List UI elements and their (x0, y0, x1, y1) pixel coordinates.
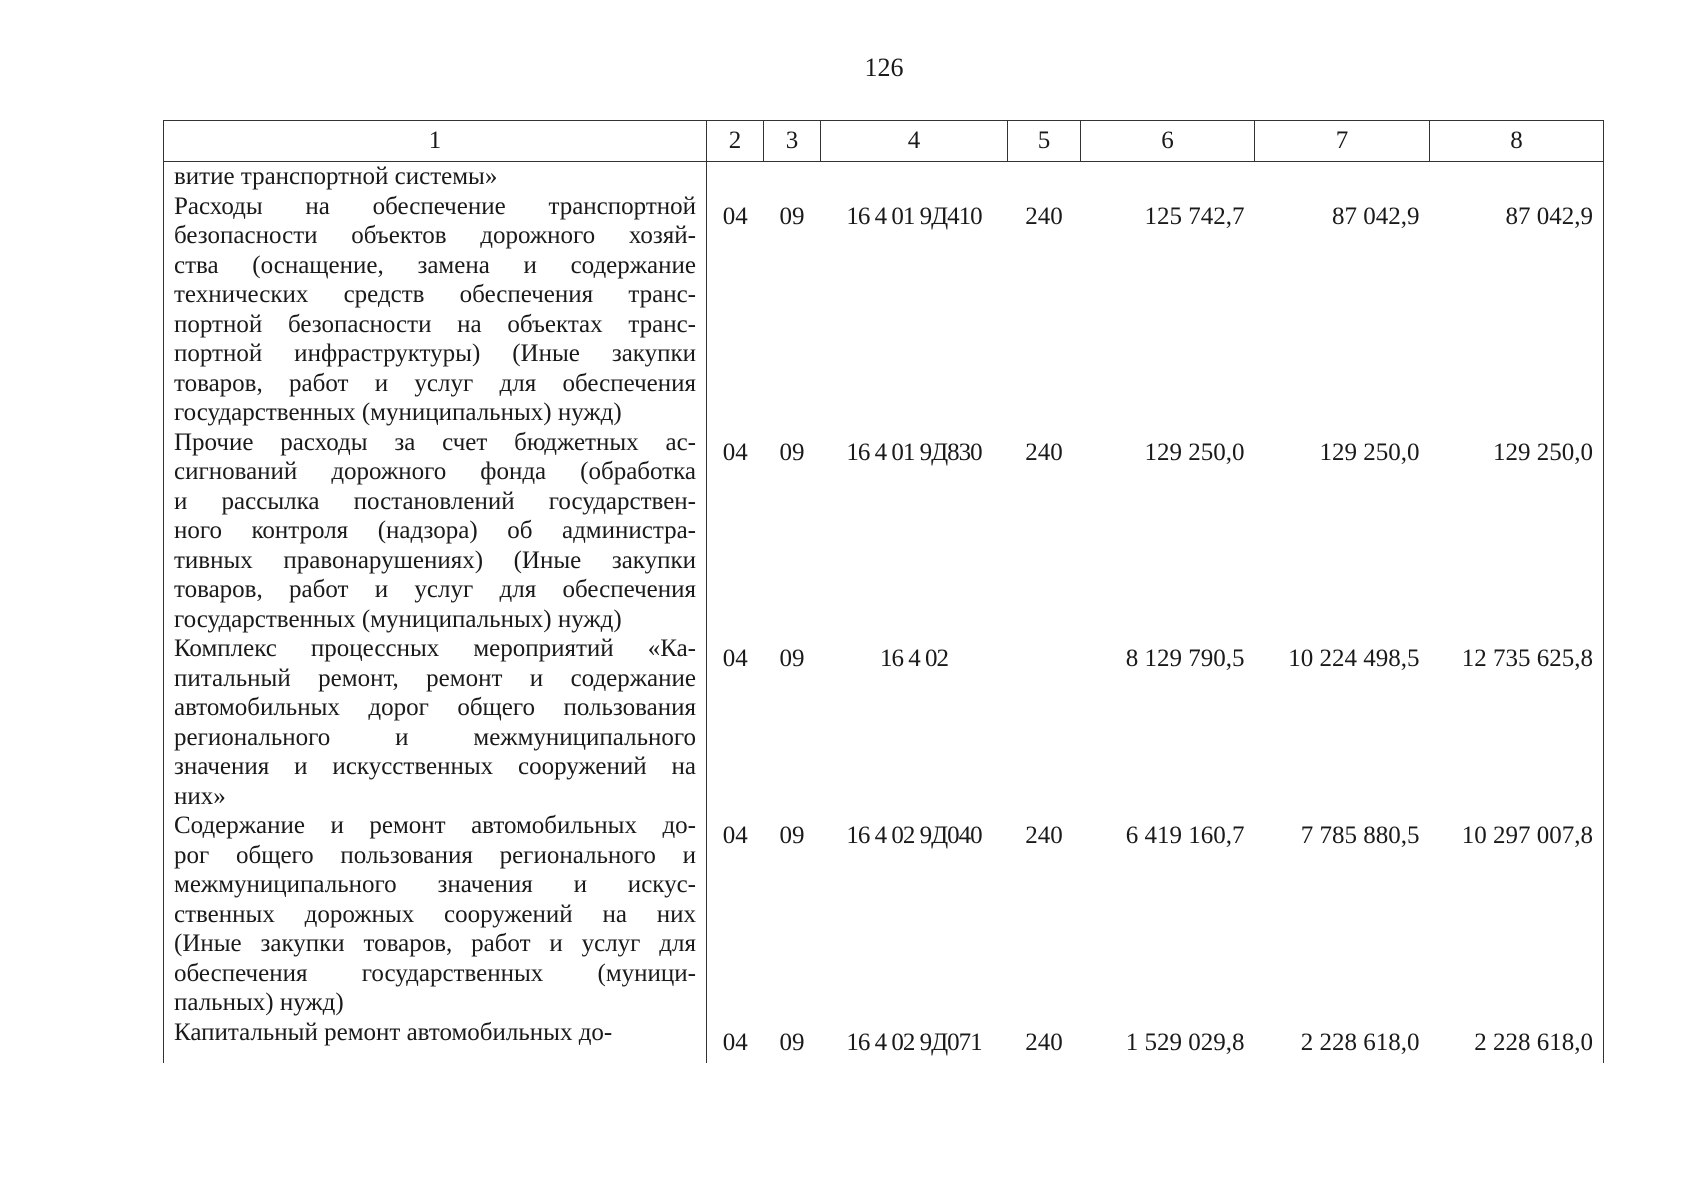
row-subsection-code: 09 (779, 438, 805, 466)
description-line: государственных (муниципальных) нужд) (174, 399, 622, 426)
table-row (164, 634, 1604, 811)
description-line: пальных) нужд) (174, 989, 344, 1016)
row-amount-col6: 125 742,7 (1144, 202, 1245, 230)
description-line: портной безопасности на объектах транс- (174, 310, 696, 338)
row-description (164, 192, 707, 428)
row-description (164, 162, 707, 192)
row-target-article: 16 4 02 9Д071 (846, 1028, 982, 1056)
description-line: значения и искусственных сооружений на (174, 753, 696, 780)
header-row (164, 121, 1604, 162)
header-col-6: 6 (1081, 121, 1255, 162)
row-subsection-code (764, 162, 821, 192)
description-line: межмуниципального значения и искус- (174, 871, 696, 898)
row-target-article (821, 162, 1008, 192)
page-number: 126 (864, 53, 904, 82)
table-row (164, 1018, 1604, 1064)
row-target-article: 16 4 01 9Д410 (846, 202, 982, 230)
header-col-4: 4 (821, 121, 1008, 162)
budget-table (163, 120, 1604, 1063)
table-body (164, 162, 1604, 1064)
row-description (164, 1018, 707, 1064)
row-section-code: 04 (722, 202, 748, 230)
row-amount-col8: 87 042,9 (1430, 192, 1604, 428)
row-subsection-code: 09 (779, 1028, 805, 1056)
row-expense-type: 240 (1025, 1028, 1063, 1056)
header-col-1: 1 (164, 121, 707, 162)
description-line: Капитальный ремонт автомобильных до- (174, 1018, 613, 1046)
row-amount-col7: 7 785 880,5 (1300, 822, 1420, 849)
row-section-code: 04 (722, 1028, 748, 1056)
row-section-code: 04 (722, 438, 748, 466)
description-line: питальный ремонт, ремонт и содержание (174, 664, 696, 692)
row-amount-col6 (1081, 162, 1255, 192)
description-line: технических средств обеспечения транс- (174, 281, 696, 308)
row-section-code (707, 162, 764, 192)
description-line: них» (174, 782, 226, 810)
description-line: Комплекс процессных мероприятий «Ка- (174, 635, 696, 662)
description-line: Расходы на обеспечение транспортной (174, 192, 696, 220)
row-amount-col8: 129 250,0 (1430, 428, 1604, 635)
row-amount-col8: 10 297 007,8 (1430, 811, 1604, 1018)
description-line: рог общего пользования регионального и (174, 841, 696, 869)
table-row (164, 192, 1604, 428)
description-line: ственных дорожных сооружений на них (174, 900, 696, 928)
row-expense-type: 240 (1025, 438, 1063, 466)
description-line: регионального и межмуниципального (174, 723, 696, 751)
row-amount-col7: 129 250,0 (1319, 438, 1420, 466)
row-expense-type: 240 (1025, 202, 1063, 230)
description-line: тивных правонарушениях) (Иные закупки (174, 546, 696, 574)
row-description (164, 428, 707, 635)
row-amount-col7: 2 228 618,0 (1300, 1028, 1420, 1056)
row-target-article: 16 4 01 9Д830 (846, 438, 982, 466)
row-amount-col6: 6 419 160,7 (1125, 822, 1245, 849)
row-expense-type: 240 (1025, 822, 1063, 849)
row-amount-col6: 1 529 029,8 (1125, 1028, 1245, 1056)
row-amount-col8 (1430, 162, 1604, 192)
description-line: сигнований дорожного фонда (обработка (174, 458, 696, 485)
table-row (164, 162, 1604, 192)
row-amount-col8: 12 735 625,8 (1430, 634, 1604, 811)
description-line: (Иные закупки товаров, работ и услуг для (174, 930, 696, 957)
header-col-2: 2 (707, 121, 764, 162)
row-amount-col7 (1255, 162, 1430, 192)
description-line: и рассылка постановлений государствен- (174, 487, 696, 515)
description-line: государственных (муниципальных) нужд) (174, 605, 622, 633)
row-amount-col7: 87 042,9 (1332, 202, 1420, 230)
header-col-5: 5 (1008, 121, 1081, 162)
description-line: безопасности объектов дорожного хозяй- (174, 222, 696, 249)
header-col-8: 8 (1430, 121, 1604, 162)
row-target-article: 16 4 02 (880, 645, 948, 672)
description-line: ства (оснащение, замена и содержание (174, 251, 696, 279)
description-line: витие транспортной системы» (174, 163, 498, 190)
table-row (164, 428, 1604, 635)
row-amount-col7: 10 224 498,5 (1288, 645, 1420, 672)
row-subsection-code: 09 (779, 202, 805, 230)
description-line: товаров, работ и услуг для обеспечения (174, 369, 696, 397)
row-amount-col6: 129 250,0 (1144, 438, 1245, 466)
row-expense-type (1008, 162, 1081, 192)
row-subsection-code: 09 (779, 822, 805, 849)
row-expense-type (1008, 634, 1081, 811)
description-line: автомобильных дорог общего пользования (174, 694, 696, 721)
description-line: товаров, работ и услуг для обеспечения (174, 576, 696, 603)
description-line: ного контроля (надзора) об администра- (174, 517, 696, 544)
description-line: обеспечения государственных (муници- (174, 959, 696, 987)
row-section-code: 04 (722, 822, 748, 849)
header-col-7: 7 (1255, 121, 1430, 162)
table-row (164, 811, 1604, 1018)
header-col-3: 3 (764, 121, 821, 162)
description-line: Прочие расходы за счет бюджетных ас- (174, 428, 696, 456)
row-section-code: 04 (722, 645, 748, 672)
row-description (164, 634, 707, 811)
row-amount-col8: 2 228 618,0 (1430, 1018, 1604, 1064)
description-line: портной инфраструктуры) (Иные закупки (174, 340, 696, 367)
row-description (164, 811, 707, 1018)
row-subsection-code: 09 (779, 645, 805, 672)
row-target-article: 16 4 02 9Д040 (846, 822, 982, 849)
row-amount-col6: 8 129 790,5 (1125, 645, 1245, 672)
description-line: Содержание и ремонт автомобильных до- (174, 812, 696, 839)
